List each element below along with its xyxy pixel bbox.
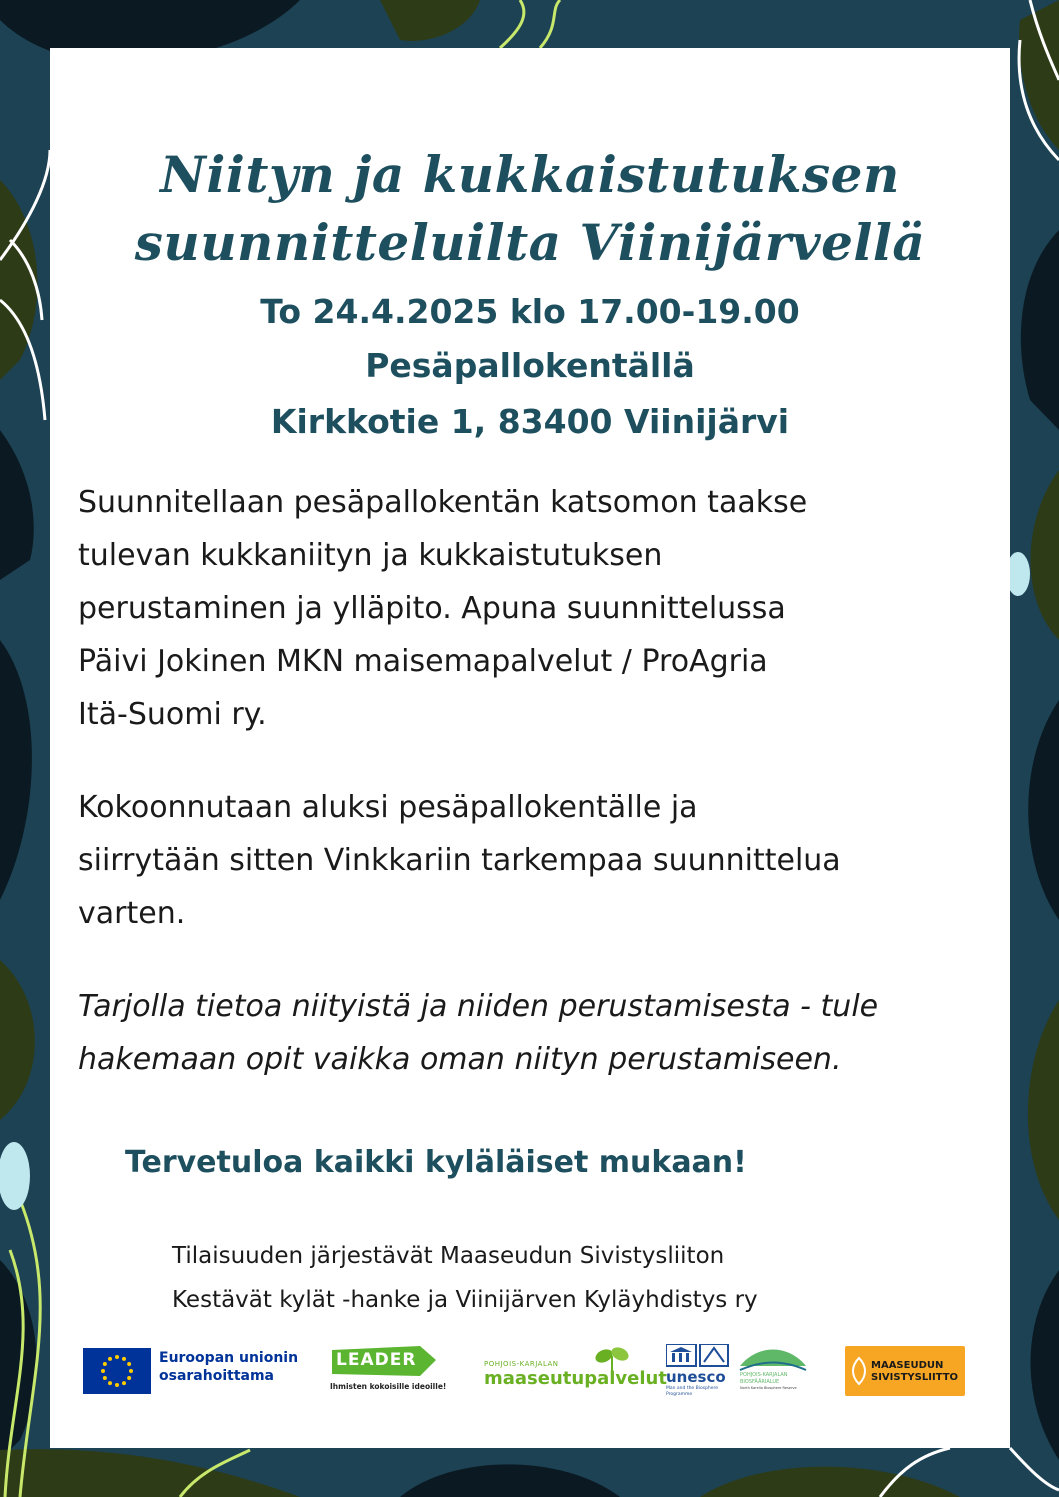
welcome-text: Tervetuloa kaikki kyläläiset mukaan! — [125, 1145, 747, 1180]
unesco-temple-icon — [666, 1344, 730, 1368]
gathering-paragraph — [78, 781, 998, 940]
eu-logo — [83, 1344, 299, 1400]
text-line: Päivi Jokinen MKN maisemapalvelut / ProAgria — [78, 644, 768, 679]
text-line: tulevan kukkaniityn ja kukkaistutuksen — [78, 538, 663, 573]
text-line: varten. — [78, 896, 186, 931]
offer-paragraph — [78, 980, 998, 1086]
eu-star — [127, 1362, 131, 1366]
eu-star — [122, 1357, 126, 1361]
text-line: Itä-Suomi ry. — [78, 697, 267, 732]
organizers-line2: Kestävät kylät -hanke ja Viinijärven Kyläyhdistys ry — [172, 1287, 758, 1313]
biosphere-hills-icon — [738, 1344, 808, 1372]
unesco-sub2: Programme — [666, 1392, 693, 1397]
leader-logo-tagline: Ihmisten kokoisille ideoille! — [330, 1382, 447, 1391]
event-datetime: To 24.4.2025 klo 17.00-19.00 — [260, 292, 800, 331]
event-flyer-card — [50, 48, 1010, 1448]
eu-star — [108, 1357, 112, 1361]
reserve-line2: BIOSFÄÄRIALUE — [740, 1379, 780, 1385]
eu-star — [122, 1381, 126, 1385]
unesco-sub1: Man and the Biosphere — [666, 1386, 719, 1391]
unesco-name: unesco — [666, 1368, 726, 1386]
text-line: Suunnitellaan pesäpallokentän katsomon taakse — [78, 485, 808, 520]
leader-logo-name: LEADER — [336, 1350, 417, 1370]
eu-star — [108, 1381, 112, 1385]
eu-logo-line2: osarahoittama — [159, 1368, 275, 1384]
event-title-line1: Niityn ja kukkaistutuksen — [160, 145, 900, 204]
eu-star — [103, 1362, 107, 1366]
msl-line1: MAASEUDUN — [871, 1360, 944, 1371]
organizers-line1: Tilaisuuden järjestävät Maaseudun Sivistysliiton — [172, 1243, 725, 1269]
reserve-line3: North Karelia Biosphere Reserve — [740, 1386, 797, 1390]
leaf-icon — [851, 1356, 867, 1386]
maaseutupalvelut-logo — [484, 1344, 667, 1400]
maaseutupalvelut-small: POHJOIS-KARJALAN — [484, 1360, 559, 1368]
eu-flag-icon — [83, 1348, 151, 1394]
msl-logo — [845, 1346, 965, 1396]
msl-line2: SIVISTYSLIITTO — [871, 1372, 959, 1383]
text-line: hakemaan opit vaikka oman niityn perustamiseen. — [78, 1042, 842, 1077]
eu-star — [127, 1376, 131, 1380]
eu-star — [115, 1383, 119, 1387]
text-line: perustaminen ja ylläpito. Apuna suunnittelussa — [78, 591, 786, 626]
eu-star — [101, 1369, 105, 1373]
event-place: Pesäpallokentällä — [365, 346, 695, 385]
eu-star — [115, 1355, 119, 1359]
unesco-biosphere-logo — [666, 1344, 816, 1400]
eu-logo-line1: Euroopan unionin — [159, 1350, 299, 1366]
eu-star — [103, 1376, 107, 1380]
description-paragraph — [78, 476, 998, 741]
leader-logo — [330, 1344, 447, 1400]
event-address: Kirkkotie 1, 83400 Viinijärvi — [270, 402, 790, 441]
eu-star — [129, 1369, 133, 1373]
maaseutupalvelut-name: maaseutupalvelut — [484, 1368, 667, 1389]
text-line: siirrytään sitten Vinkkariin tarkempaa suunnittelua — [78, 843, 841, 878]
reserve-line1: POHJOIS-KARJALAN — [740, 1372, 788, 1378]
event-title-line2: suunnitteluilta Viinijärvellä — [134, 213, 926, 272]
text-line: Kokoonnutaan aluksi pesäpallokentälle ja — [78, 790, 698, 825]
text-line: Tarjolla tietoa niityistä ja niiden perustamisesta - tule — [78, 989, 879, 1024]
